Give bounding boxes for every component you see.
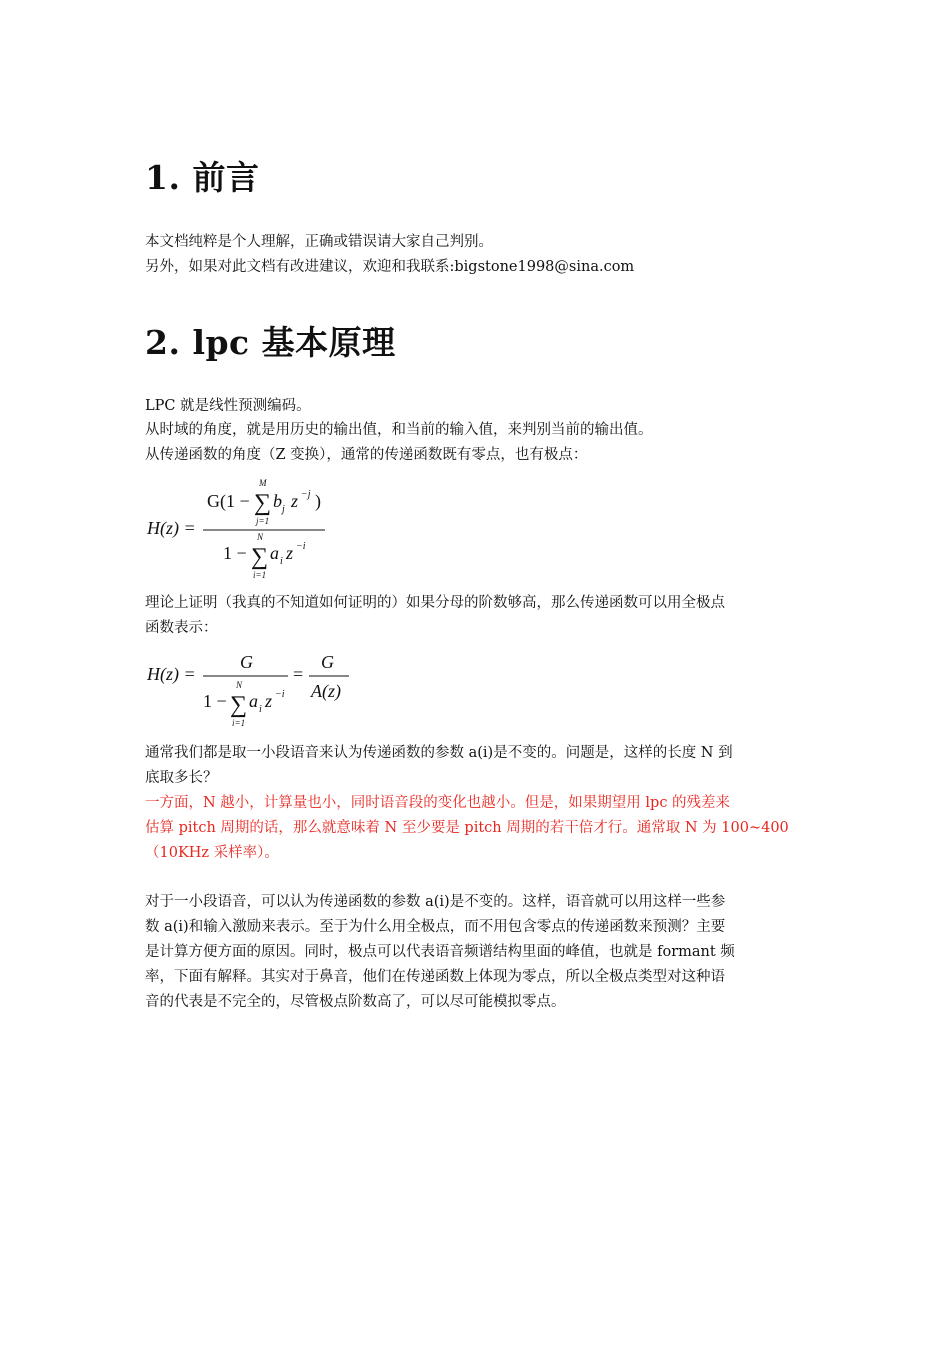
eq2-den-lower: i=1 (232, 718, 246, 728)
highlight-line-1: 一方面，N 越小，计算量也小，同时语音段的变化也越小。但是，如果期望用 lpc 的残差来 (145, 795, 731, 811)
highlight-line-2: 估算 pitch 周期的话，那么就意味着 N 至少要是 pitch 周期的若干倍才行。通常取 N 为 100~400 (145, 820, 789, 836)
eq1-num-exp: −j (301, 489, 311, 500)
eq1-num-b: b (273, 491, 282, 511)
eq1-num-upper: M (259, 478, 267, 488)
final-line-3: 是计算方便方面的原因。同时，极点可以代表语音频谱结构里面的峰值，也就是 formant 频 (145, 944, 735, 960)
equation-all-pole (145, 650, 365, 730)
eq2-den-exp: −i (275, 689, 285, 700)
eq2-num: G (240, 652, 253, 672)
eq1-den-one: 1 − (223, 543, 247, 563)
eq1-den-i: i (280, 556, 283, 567)
intro-line-3: 从传递函数的角度（Z 变换），通常的传递函数既有零点，也有极点： (145, 447, 588, 463)
svg-text:H(z) = (146, 518, 196, 539)
eq2-den-z: z (265, 691, 273, 711)
eq1-den-lower: i=1 (253, 570, 267, 580)
eq2-den-a: a (249, 691, 258, 711)
preface-line-2: 另外，如果对此文档有改进建议，欢迎和我联系:bigstone1998@sina.com (145, 259, 635, 275)
eq2-den-one: 1 − (203, 691, 227, 711)
eq2-den2: A(z) (311, 681, 341, 701)
final-line-1: 对于一小段语音，可以认为传递函数的参数 a(i)是不变的。这样，语音就可以用这样一些参 (145, 894, 726, 910)
eq1-num-lower: j=1 (256, 516, 270, 526)
eq1-den-z: z (286, 543, 294, 563)
eq1-num-sigma: ∑ (254, 490, 272, 516)
eq2-equals: = (293, 664, 304, 684)
eq2-den-i: i (259, 704, 262, 715)
intro-line-1: LPC 就是线性预测编码。 (145, 398, 311, 414)
eq1-num-z: z (291, 491, 299, 511)
eq1-den-exp: −i (296, 541, 306, 552)
eq1-num-close: ) (315, 491, 321, 511)
preface-line-1: 本文档纯粹是个人理解，正确或错误请大家自己判别。 (145, 234, 493, 250)
intro-line-2: 从时域的角度，就是用历史的输出值，和当前的输入值，来判别当前的输出值。 (145, 422, 653, 438)
eq1-num-G: G(1 − (207, 491, 250, 511)
param-line-2: 底取多长？ (145, 770, 218, 786)
section-heading-lpc: 2. lpc 基本原理 (145, 323, 396, 362)
final-line-4: 率，下面有解释。其实对于鼻音，他们在传递函数上体现为零点，所以全极点类型对这种语 (145, 969, 725, 985)
eq1-lhs: H(z) = (147, 518, 196, 538)
eq2-den-upper: N (236, 680, 243, 690)
section-heading-preface: 1. 前言 (145, 158, 260, 197)
eq1-den-sigma: ∑ (251, 544, 269, 570)
eq2-num2: G (321, 652, 334, 672)
eq1-num-j: j (282, 504, 285, 515)
final-line-5: 音的代表是不完全的，尽管极点阶数高了，可以尽可能模拟零点。 (145, 994, 566, 1010)
equation-transfer-function (145, 474, 345, 584)
proof-line-2: 函数表示： (145, 620, 218, 636)
final-line-2: 数 a(i)和输入激励来表示。至于为什么用全极点，而不用包含零点的传递函数来预测？主要 (145, 919, 726, 935)
param-line-1: 通常我们都是取一小段语音来认为传递函数的参数 a(i)是不变的。问题是，这样的长度 N 到 (145, 745, 733, 761)
eq1-den-a: a (270, 543, 279, 563)
proof-line-1: 理论上证明（我真的不知道如何证明的）如果分母的阶数够高，那么传递函数可以用全极点 (145, 595, 725, 611)
eq2-lhs: H(z) = (147, 664, 196, 684)
eq2-den-sigma: ∑ (230, 692, 248, 718)
highlight-line-3: （10KHz 采样率）。 (145, 845, 279, 861)
eq1-den-upper: N (257, 532, 264, 542)
